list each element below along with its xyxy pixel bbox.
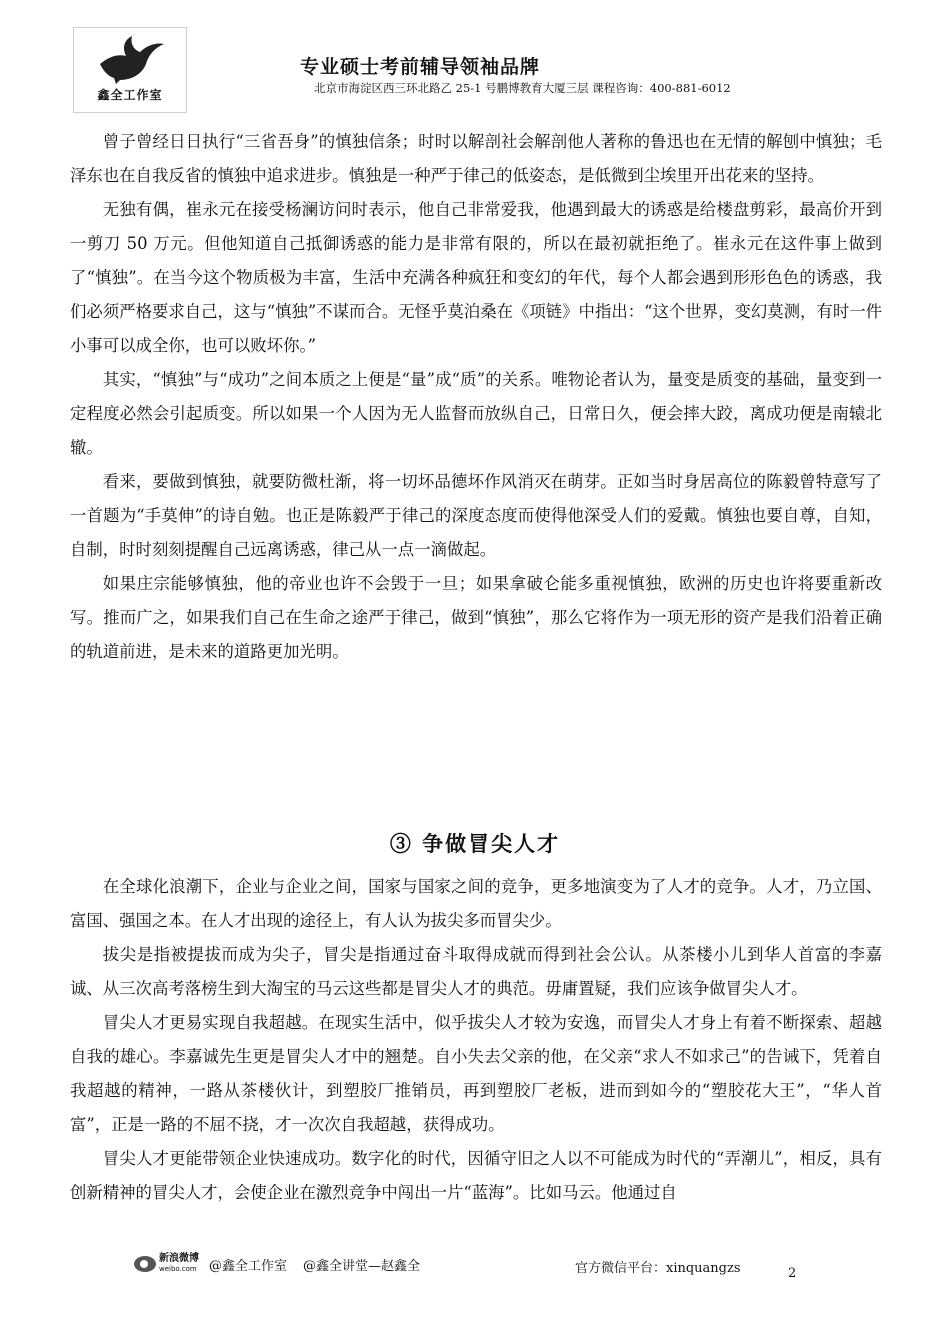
paragraph: 看来，要做到慎独，就要防微杜渐，将一切坏品德坏作风消灭在萌芽。正如当时身居高位的陈毅曾特意写了一首题为“手莫伸”的诗自勉。也正是陈毅严于律己的深度态度而使得他深受人们的爱戴。慎独也要自尊，自知，自制，时时刻刻提醒自己远离诱惑，律己从一点一滴做起。 (70, 472, 882, 559)
weibo-account-studio: @鑫全工作室 (209, 1258, 288, 1274)
paragraph: 无独有偶，崔永元在接受杨澜访问时表示，他自己非常爱我，他遇到最大的诱惑是给楼盘剪彩，最高价开到一剪刀 50 万元。但他知道自己抵御诱惑的能力是非常有限的，所以在最初就拒绝了。崔永元在这件事上做到了“慎独”。在当今这个物质极为丰富，生活中充满各种疯狂和变幻的年代，每个人都会遇到形形色色的诱惑，我们必须严格要求自己，这与“慎独”不谋而合。无怪乎莫泊桑在《项链》中指出：“这个世界，变幻莫测，有时一件小事可以成全你，也可以败坏你。” (70, 200, 882, 355)
weibo-account-lecture: @鑫全讲堂—赵鑫全 (303, 1258, 421, 1274)
header-address: 北京市海淀区西三环北路乙 25-1 号鹏博教育大厦三层 课程咨询：400-881-6012 (314, 81, 731, 95)
paragraph: 其实，“慎独”与“成功”之间本质之上便是“量”成“质”的关系。唯物论者认为，量变是质变的基础，量变到一定程度必然会引起质变。所以如果一个人因为无人监督而放纵自己，日常日久，便会摔大跤，离成功便是南辕北辙。 (70, 370, 882, 457)
body-text-top (70, 125, 882, 669)
weibo-eye-icon (134, 1256, 156, 1272)
logo (73, 27, 187, 113)
wechat-platform: 官方微信平台：xinquangzs (575, 1261, 741, 1276)
logo-text: 鑫全工作室 (97, 88, 163, 102)
body-text-section (70, 870, 882, 1210)
weibo-name: 新浪微博 (159, 1253, 199, 1264)
weibo-logo (134, 1254, 199, 1274)
paragraph: 冒尖人才更能带领企业快速成功。数字化的时代，因循守旧之人以不可能成为时代的“弄潮儿”，相反，具有创新精神的冒尖人才，会使企业在激烈竞争中闯出一片“蓝海”。比如马云。他通过自 (70, 1149, 882, 1202)
paragraph: 冒尖人才更易实现自我超越。在现实生活中，似乎拔尖人才较为安逸，而冒尖人才身上有着不断探索、超越自我的雄心。李嘉诚先生更是冒尖人才中的翘楚。自小失去父亲的他，在父亲“求人不如求己”的告诫下，凭着自我超越的精神，一路从茶楼伙计，到塑胶厂推销员，再到塑胶厂老板，进而到如今的“塑胶花大王”，“华人首富”，正是一路的不屈不挠，才一次次自我超越，获得成功。 (70, 1013, 882, 1134)
dove-logo-icon (96, 34, 166, 86)
paragraph: 如果庄宗能够慎独，他的帝业也许不会毁于一旦；如果拿破仑能多重视慎独，欧洲的历史也许将要重新改写。推而广之，如果我们自己在生命之途严于律己，做到“慎独”，那么它将作为一项无形的资产是我们沿着正确的轨道前进，是未来的道路更加光明。 (70, 574, 882, 661)
footer (134, 1254, 420, 1274)
paragraph: 在全球化浪潮下，企业与企业之间，国家与国家之间的竞争，更多地演变为了人才的竞争。人才，乃立国、富国、强国之本。在人才出现的途径上，有人认为拔尖多而冒尖少。 (70, 877, 882, 930)
header-title: 专业硕士考前辅导领袖品牌 (300, 56, 541, 78)
weibo-url: weibo.com (159, 1265, 197, 1273)
paragraph: 曾子曾经日日执行“三省吾身”的慎独信条；时时以解剖社会解剖他人著称的鲁迅也在无情的解刨中慎独；毛泽东也在自我反省的慎独中追求进步。慎独是一种严于律己的低姿态，是低微到尘埃里开出花来的坚持。 (70, 132, 882, 185)
page-number: 2 (788, 1266, 797, 1281)
paragraph: 拔尖是指被提拔而成为尖子，冒尖是指通过奋斗取得成就而得到社会公认。从茶楼小儿到华人首富的李嘉诚、从三次高考落榜生到大淘宝的马云这些都是冒尖人才的典范。毋庸置疑，我们应该争做冒尖人才。 (70, 945, 882, 998)
section-title: ③ 争做冒尖人才 (389, 831, 561, 856)
